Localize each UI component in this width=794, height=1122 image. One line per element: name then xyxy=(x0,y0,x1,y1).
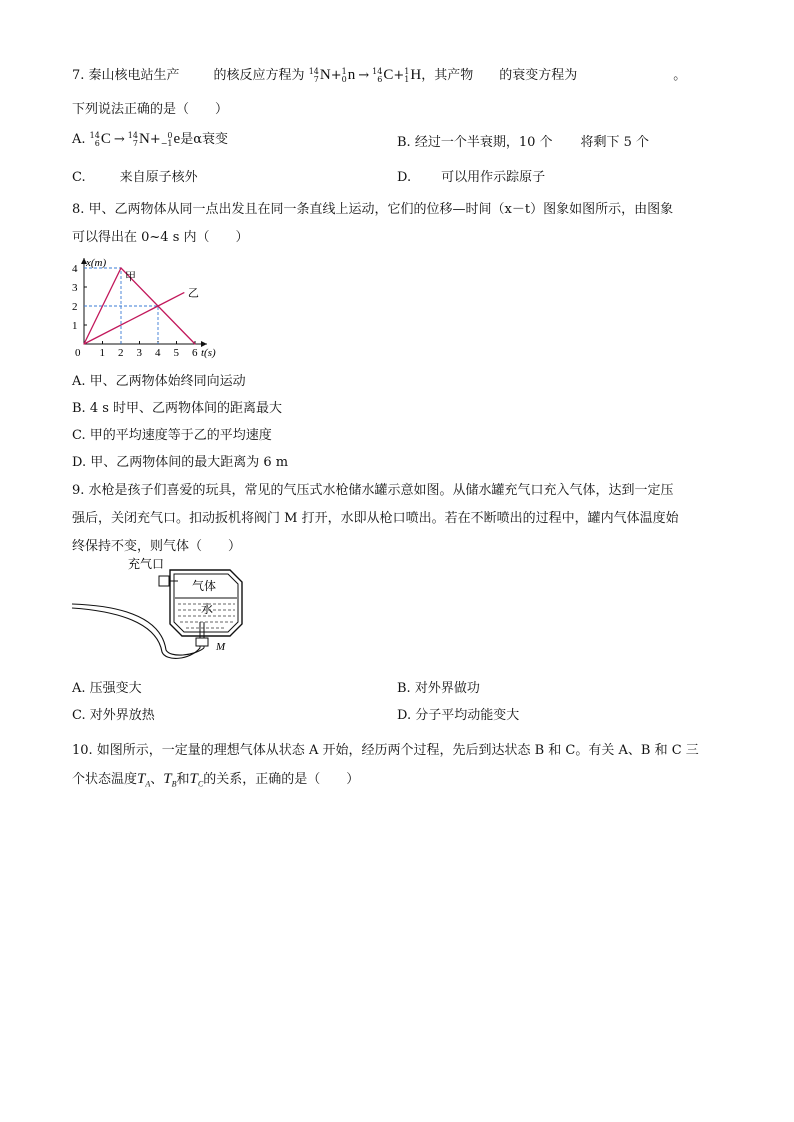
mass-number: 14 xyxy=(308,66,319,76)
x-tick-label: 4 xyxy=(155,347,161,359)
element-symbol: N xyxy=(138,131,150,147)
reaction-arrow: → xyxy=(113,132,125,147)
q7-stem xyxy=(72,64,686,84)
series-line-yi xyxy=(84,293,184,344)
q7-stem-part: 的衰变方程为 xyxy=(499,68,578,83)
option-text: 是α衰变 xyxy=(180,132,228,147)
subscript: C xyxy=(197,779,204,789)
q7-option-c xyxy=(72,166,198,185)
option-label: C. xyxy=(72,170,86,185)
plus-sign: + xyxy=(393,68,405,83)
temperature-symbol: T xyxy=(189,771,198,787)
y-tick-label: 2 xyxy=(72,301,78,313)
conjunction: 和 xyxy=(176,772,190,787)
temperature-symbol: T xyxy=(137,771,146,787)
q10-text: 个状态温度 xyxy=(72,772,138,787)
series-label-yi: 乙 xyxy=(187,287,199,300)
q10-stem-line2 xyxy=(72,768,359,789)
x-tick-label: 5 xyxy=(173,347,179,359)
plus-sign: + xyxy=(330,68,342,83)
q7-stem-part: 。 xyxy=(673,68,687,83)
q7-stem-part: ，其产物 xyxy=(421,68,474,83)
q10-stem-line1: 10. 如图所示，一定量的理想气体从状态 A 开始，经历两个过程，先后到达状态 B 和 C。有关 A、B 和 C 三 xyxy=(72,743,699,758)
inlet-label: 充气口 xyxy=(128,557,165,571)
q9-stem-line1: 9. 水枪是孩子们喜爱的玩具，常见的气压式水枪储水罐示意如图。从储水罐充气口充入气体，达到一定压 xyxy=(72,483,674,498)
mass-number: 14 xyxy=(89,130,100,140)
y-tick-label: 3 xyxy=(72,282,78,294)
option-text: 可以用作示踪原子 xyxy=(441,170,546,185)
xt-graph xyxy=(66,248,226,360)
temperature-symbol: T xyxy=(163,771,172,787)
plus-sign: + xyxy=(149,132,161,147)
q7-option-a xyxy=(72,128,228,148)
atomic-number: 7 xyxy=(313,74,319,84)
q7-option-d xyxy=(397,166,545,185)
hose-inner xyxy=(72,604,204,655)
series-label-jia: 甲 xyxy=(125,271,136,283)
q8-stem-line2: 可以得出在 0~4 s 内（ ） xyxy=(72,230,249,245)
valve-m xyxy=(196,638,208,646)
q10-text: 的关系，正确的是（ ） xyxy=(203,772,360,787)
option-text: 将剩下 5 个 xyxy=(580,135,650,150)
subscript: B xyxy=(171,779,177,789)
element-symbol: n xyxy=(347,67,356,83)
mass-number: 1 xyxy=(341,66,347,76)
isotope-numbers xyxy=(404,68,409,84)
q9-stem-line2: 强后，关闭充气口。扣动扳机将阀门 M 打开，水即从枪口喷出。若在不断喷出的过程中，罐内气体温度始 xyxy=(72,511,679,526)
data-point xyxy=(120,267,121,268)
x-tick-label: 2 xyxy=(118,347,124,359)
isotope-numbers xyxy=(309,68,319,84)
data-point xyxy=(83,343,84,344)
isotope-numbers xyxy=(128,132,138,148)
mass-number: 14 xyxy=(372,66,383,76)
q8-stem-line1: 8. 甲、乙两物体从同一点出发且在同一条直线上运动，它们的位移—时间（x－t）图象如图所示，由图象 xyxy=(72,202,674,217)
y-tick-label: 4 xyxy=(72,263,78,275)
atomic-number: 6 xyxy=(94,138,100,148)
mass-number: 1 xyxy=(404,66,410,76)
q8-option-d: D. 甲、乙两物体间的最大距离为 6 m xyxy=(72,455,289,470)
mass-number: 14 xyxy=(127,130,138,140)
water-gun-diagram xyxy=(70,556,270,666)
option-text: 来自原子核外 xyxy=(119,170,198,185)
data-point xyxy=(183,292,184,293)
q7-prompt: 下列说法正确的是（ ） xyxy=(72,102,229,117)
element-symbol: C xyxy=(383,67,394,83)
x-tick-label: 6 xyxy=(192,347,198,359)
isotope-numbers xyxy=(342,68,347,84)
isotope-numbers xyxy=(372,68,382,84)
y-tick-label: 1 xyxy=(72,320,78,332)
q7-stem-part: 7. 秦山核电站生产 xyxy=(72,68,180,83)
x-tick-label: 1 xyxy=(99,347,105,359)
q9-option-c: C. 对外界放热 xyxy=(72,708,155,723)
q9-option-d: D. 分子平均动能变大 xyxy=(397,708,520,723)
q7-decay-equation xyxy=(90,131,181,148)
x-tick-label: 0 xyxy=(75,347,81,359)
data-point xyxy=(157,305,158,306)
q7-reaction-equation xyxy=(309,67,421,84)
reaction-arrow: → xyxy=(358,68,370,83)
valve-label: M xyxy=(216,641,226,653)
element-symbol: e xyxy=(173,131,181,147)
q8-option-b: B. 4 s 时甲、乙两物体间的距离最大 xyxy=(72,401,283,416)
element-symbol: N xyxy=(319,67,331,83)
y-axis-label: x(m) xyxy=(86,257,107,269)
option-text: B. 经过一个半衰期，10 个 xyxy=(397,135,553,150)
option-label: A. xyxy=(72,132,86,147)
water-label: 水 xyxy=(201,602,214,616)
atomic-number: 1 xyxy=(404,74,410,84)
subscript: A xyxy=(145,779,151,789)
option-label: D. xyxy=(397,170,412,185)
mass-number: 0 xyxy=(167,130,173,140)
inlet-valve xyxy=(159,576,169,586)
atomic-number: −1 xyxy=(160,138,173,148)
q8-option-a: A. 甲、乙两物体始终同向运动 xyxy=(72,374,246,389)
isotope-numbers xyxy=(161,132,173,148)
gas-label: 气体 xyxy=(192,579,217,593)
q9-option-b: B. 对外界做功 xyxy=(397,681,480,696)
atomic-number: 7 xyxy=(132,138,138,148)
x-axis-label: t(s) xyxy=(201,347,216,359)
x-tick-label: 3 xyxy=(136,347,142,359)
element-symbol: C xyxy=(100,131,111,147)
atomic-number: 6 xyxy=(377,74,383,84)
q8-option-c: C. 甲的平均速度等于乙的平均速度 xyxy=(72,428,272,443)
data-point xyxy=(194,343,195,344)
q9-option-a: A. 压强变大 xyxy=(72,681,142,696)
q7-stem-part: 的核反应方程为 xyxy=(213,68,305,83)
element-symbol: H xyxy=(410,67,422,83)
isotope-numbers xyxy=(90,132,100,148)
q9-stem-line3: 终保持不变，则气体（ ） xyxy=(72,539,242,554)
atomic-number: 0 xyxy=(341,74,347,84)
separator: 、 xyxy=(150,772,164,787)
q7-option-b xyxy=(397,131,649,150)
